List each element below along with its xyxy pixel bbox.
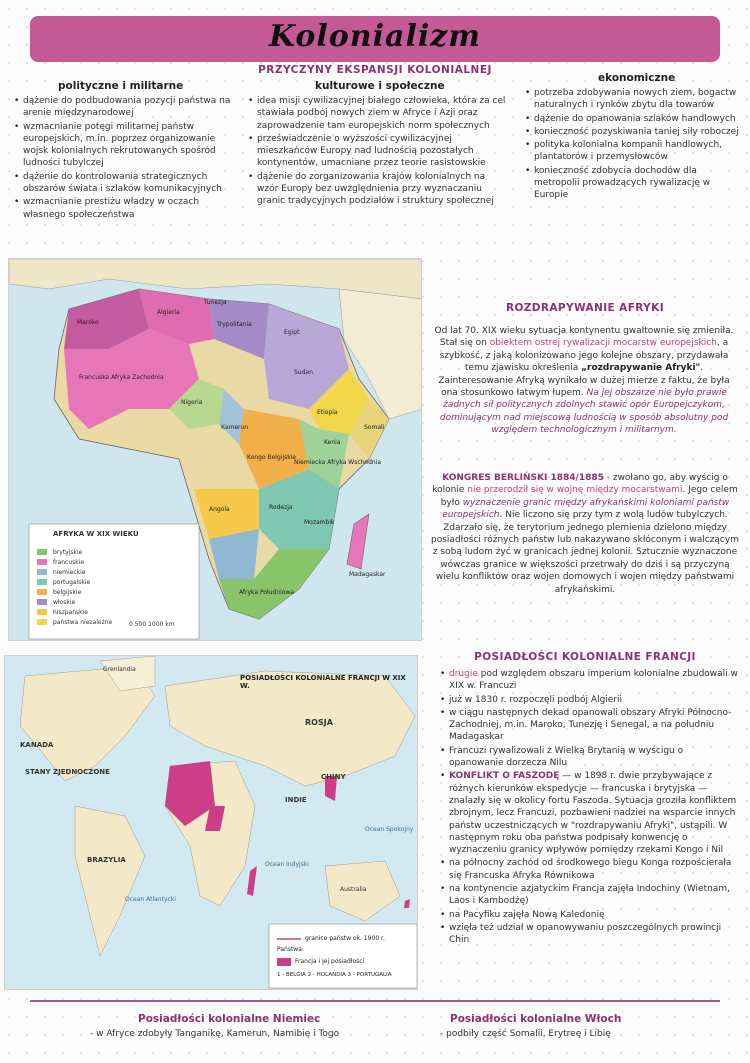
list-item: • dążenie do podbudowania pozycji państwa na arenie międzynarodowej (14, 95, 236, 120)
map-label: Etiopia (317, 409, 338, 416)
map-label: Ocean Indyjski (265, 861, 309, 868)
map-label: Rodezja (269, 504, 293, 511)
map-label: INDIE (285, 796, 307, 804)
map-label: Angola (209, 506, 230, 513)
map-label: BRAZYLIA (87, 856, 126, 864)
text-fragment: — w 1898 r. dwie przybywające z różnych kierunków ekspedycje — francuska i brytyjska — znalazły się w okolicy fortu Faszoda. Sytuacja groziła konfliktem zbrojnym, lecz Francuzi, pozbawieni nadziei na wsparcie innych państw uczestniczących w "rozdrapywaniu Afryki", ustąpili. W następnym roku oba państwa podpisały konwencję o wyznaczeniu granicy wpływów pomiędzy rzekami Kongo i Nil (449, 771, 737, 856)
political-heading: polityczne i militarne (58, 80, 184, 92)
text-fragment: wyznaczenie granic między afrykańskimi koloniami państw europejskich (442, 497, 730, 521)
map-label: Kongo Belgijskie (247, 454, 297, 461)
political-list (14, 95, 236, 222)
congress-paragraph (430, 472, 740, 596)
world-map (4, 655, 418, 990)
text-fragment: nie przerodził się w wojnę między mocarstwami (467, 485, 683, 496)
legend-item: portugalskie (53, 579, 91, 586)
legend-item: belgijskie (53, 589, 82, 596)
causes-heading: PRZYCZYNY EKSPANSJI KOLONIALNEJ (258, 64, 492, 76)
list-item: • na kontynencie azjatyckim Francja zajęła Indochiny (Wietnam, Laos i Kambodżę) (440, 883, 740, 908)
italy-text: - podbiły część Somalii, Erytreę i Libię (440, 1029, 611, 1039)
map-label: Maroko (77, 319, 99, 326)
list-item: • w ciągu następnych dekad opanowali obszary Afryki Północno-Zachodniej, m.in. Maroko, Tunezję i Senegal, a na południu Madagaskar (440, 707, 740, 744)
list-item: • Francuzi rywalizowali z Wielką Brytanią w wyścigu o opanowanie dorzecza Nilu (440, 745, 740, 770)
list-item: • dążenie do opanowania szlaków handlowych (525, 113, 743, 125)
list-item (440, 770, 740, 856)
world-map-title: POSIADŁOŚCI KOLONIALNE FRANCJI W XIX W. (240, 674, 406, 690)
legend-item: państwa niezależne (53, 619, 113, 626)
germany-heading: Posiadłości kolonialne Niemiec (138, 1013, 321, 1025)
list-item: • wzięła też udział w opanowywaniu poszczególnych prowincji Chin (440, 922, 740, 947)
africa-legend-title: AFRYKA W XIX WIEKU (53, 530, 139, 538)
map-label: Francuska Afryka Zachodnia (79, 374, 164, 381)
scramble-paragraph (430, 325, 738, 437)
map-label: Somali (364, 424, 385, 431)
text-fragment: , a szybkość, z jaką kolonizowano jego kolejne obszary, przydawała temu zjawisku określenia (439, 338, 729, 374)
list-item: • idea misji cywilizacyjnej białego człowieka, która za cel stawiała podbój nowych ziem w Afryce i Azji oraz zaprowadzenie tam europejskich norm społecznych (248, 95, 508, 132)
list-item: • potrzeba zdobywania nowych ziem, bogactw naturalnych i rynków zbytu dla towarów (525, 87, 743, 112)
world-legend-small: 1 - BELGIA 2 - HOLANDIA 3 - PORTUGALIA (277, 972, 392, 978)
list-item: • przeświadczenie o wyższości cywilizacyjnej mieszkańców Europy nad ludnością pozostałych kontynentów, umacniane przez teorie rasistowskie (248, 133, 508, 170)
map-label: Sudan (294, 369, 313, 376)
africa-scale: 0 500 1000 km (129, 621, 175, 628)
cultural-heading: kulturowe i społeczne (315, 80, 445, 92)
map-label: Mozambik (304, 519, 335, 526)
text-fragment: „rozdrapywanie Afryki" (581, 363, 701, 374)
list-item (440, 668, 740, 693)
legend-item: brytyjskie (53, 549, 83, 556)
germany-text: - w Afryce zdobyły Tanganikę, Kamerun, Namibię i Togo (90, 1029, 340, 1039)
text-fragment: drugie (449, 669, 478, 679)
text-fragment: pod względem obszaru imperium kolonialne zbudowali w XIX w. Francuzi (449, 669, 738, 692)
world-legend-head: Państwa: (277, 946, 304, 953)
list-item: • na Pacyfiku zajęła Nową Kaledonię (440, 909, 740, 921)
map-label: Afryka Południowa (239, 589, 295, 596)
africa-legend-items (53, 548, 112, 628)
list-item: • konieczność zdobycia dochodów dla metropolii prowadzących rywalizację w Europie (525, 165, 743, 202)
list-item: • dążenie do kontrolowania strategicznych obszarów świata i szlaków komunikacyjnych (14, 171, 236, 196)
map-label: Nigeria (181, 399, 203, 406)
map-label: Niemiecka Afryka Wschodnia (294, 459, 382, 466)
list-item: • wzmacnianie prestiżu władzy w oczach własnego społeczeństwa (14, 196, 236, 221)
title-banner (30, 16, 720, 62)
divider (30, 1000, 720, 1002)
italy-heading: Posiadłości kolonialne Włoch (450, 1013, 622, 1025)
map-label: Trypolitania (217, 321, 252, 328)
map-label: CHINY (321, 773, 346, 781)
text-fragment: . Jego celem było (440, 485, 738, 508)
france-heading: POSIADŁOŚCI KOLONIALNE FRANCJI (474, 651, 696, 663)
cultural-list (248, 95, 508, 209)
list-item: • wzmacnianie potęgi militarnej państw europejskich, m.in. poprzez organizowanie wojsk kolonialnych rekrutowanych spośród ludności tubylczej (14, 121, 236, 170)
economic-heading: ekonomiczne (598, 72, 676, 84)
map-label: Kamerun (221, 424, 249, 431)
map-label: Ocean Spokojny (365, 826, 414, 833)
map-label: Ocean Atlantycki (125, 896, 176, 903)
legend-item: hiszpańskie (53, 609, 88, 616)
text-fragment: . Nie liczono się przy tym z wolą ludów tubylczych. Zdarzało się, że terytorium jednego plemienia dzielono między posiadłości różnych państw lub nakazywano skłóconym i walczącym z sobą ludom żyć w granicach jednej kolonii. Sztucznie wyznaczone wówczas granice w większości przetrwały do dziś i są przyczyną wielu konfliktów oraz wojen domowych i wojen między państwami afrykańskimi. (431, 510, 739, 595)
map-label: Egipt (284, 329, 300, 336)
legend-item: włoskie (53, 599, 76, 606)
text-fragment: obiektem ostrej rywalizacji mocarstw europejskich (489, 338, 717, 349)
world-legend-france: Francja i jej posiadłości (295, 958, 365, 965)
map-label: Kenia (324, 439, 341, 446)
list-item: • polityka kolonialna kompanii handlowych, plantatorów i przemysłowców (525, 139, 743, 164)
list-item: • już w 1830 r. rozpoczęli podbój Algierii (440, 694, 740, 706)
map-label: Australia (340, 886, 367, 893)
text-fragment: . Zainteresowanie Afryką wynikało w dużej mierze z faktu, że była ona stosunkowo łatwym łupem. (438, 363, 730, 399)
text-fragment: KONGRES BERLIŃSKI 1884/1885 (442, 473, 604, 483)
map-label: Grenlandia (103, 666, 136, 673)
legend-item: francuskie (53, 559, 85, 566)
text-fragment: KONFLIKT O FASZODĘ (449, 771, 560, 782)
world-legend-line: granice państw ok. 1900 r. (305, 935, 385, 942)
map-label: STANY ZJEDNOCZONE (25, 768, 110, 776)
page-title: Kolonializm (268, 19, 482, 54)
text-fragment: Od lat 70. XIX wieku sytuacja kontynentu gwałtownie się zmieniła. Stał się on (434, 326, 734, 349)
africa-map (8, 258, 422, 641)
scramble-heading: ROZDRAPYWANIE AFRYKI (505, 302, 665, 314)
list-item: • dążenie do zorganizowania krajów kolonialnych na wzór Europy bez uwzględnienia przy wyznaczaniu granic tradycyjnych podziałów i struktury społecznej (248, 171, 508, 208)
map-label: ROSJA (305, 718, 333, 727)
text-fragment: - zwołano go, aby wyścig o kolonie (432, 473, 728, 496)
map-label: Madagaskar (349, 571, 386, 578)
map-label: KANADA (20, 741, 54, 749)
list-item: • na północny zachód od środkowego biegu Konga rozpościerała się Francuska Afryka Równikowa (440, 857, 740, 882)
economic-list (525, 87, 743, 203)
map-label: Tunezja (204, 299, 227, 306)
map-label: Algieria (157, 309, 180, 316)
text-fragment: Na jej obszarze nie było prawie żadnych sił politycznych zdolnych stawić opór Europejczykom, dominującym nad miejscową ludnością w sposób absolutny pod względem technologicznym i militarnym. (439, 388, 729, 436)
france-list (440, 668, 740, 948)
legend-item: niemieckie (53, 569, 86, 576)
list-item: • konieczność pozyskiwania taniej siły roboczej (525, 126, 743, 138)
